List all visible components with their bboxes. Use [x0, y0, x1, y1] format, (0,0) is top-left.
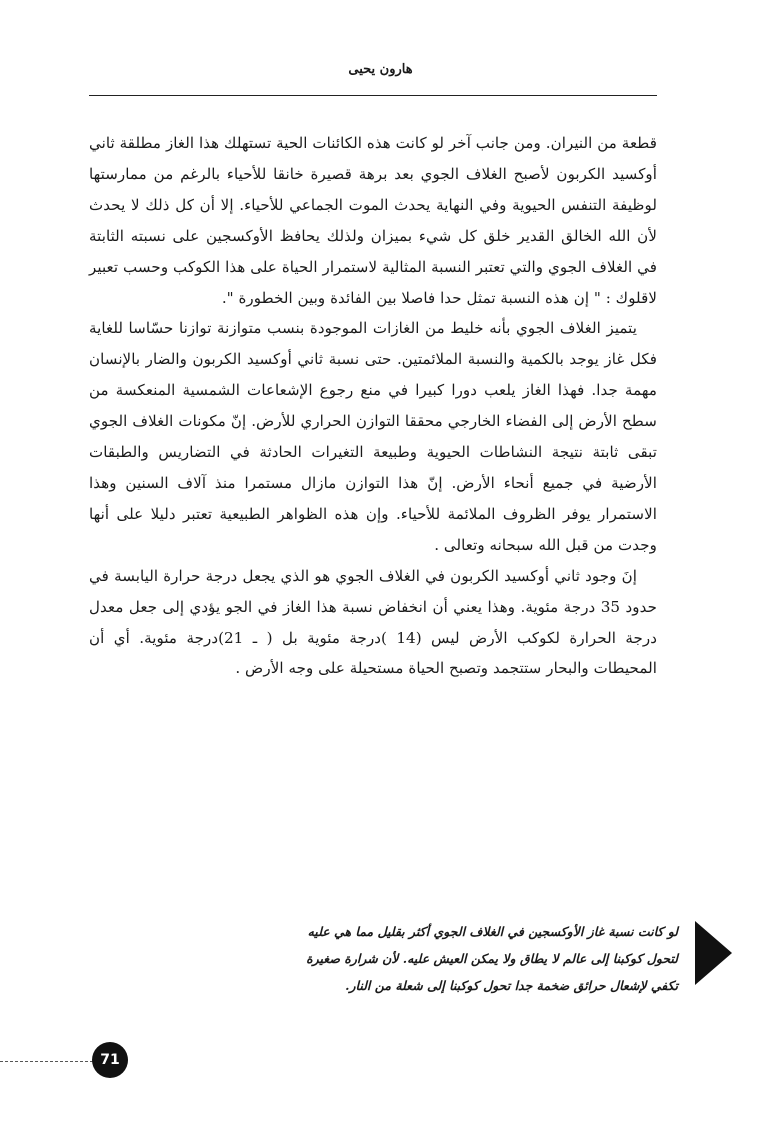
note-arrow-icon [695, 921, 732, 985]
body-text [89, 128, 657, 684]
side-note-line-2: لتحول كوكبنا إلى عالم لا يطاق ولا يمكن العيش عليه. لأن شرارة صغيرة [306, 951, 678, 966]
side-note-line-1: لو كانت نسبة غاز الأوكسجين في الغلاف الجوي أكثر بقليل مما هي عليه [307, 924, 678, 939]
paragraph-1: قطعة من النيران. ومن جانب آخر لو كانت هذه الكائنات الحية تستهلك هذا الغاز مطلقة ثاني أوكسيد الكربون لأصبح الغلاف الجوي بعد برهة قصيرة خانقا للأحياء بالرغم من ممارستها لوظيفة التنفس الحيوية وفي النهاية يحدث الموت الجماعي للأحياء. إلا أن كل ذلك لا يحدث لأن الله الخالق القدير خلق كل شيء بميزان ولذلك يحافظ الأوكسجين على نسبته الثابتة في الغلاف الجوي والتي تعتبر النسبة المثالية لاستمرار الحياة على هذا الكوكب وحسب تعبير لاقلوك : " إن هذه النسبة تمثل حدا فاصلا بين الفائدة وبين الخطورة ". [89, 134, 657, 307]
page-number: 71 [92, 1042, 128, 1078]
paragraph-2: يتميز الغلاف الجوي بأنه خليط من الغازات الموجودة بنسب متوازنة توازنا حسّاسا للغاية فكل غاز يوجد بالكمية والنسبة الملائمتين. حتى نسبة ثاني أوكسيد الكربون والضار بالإنسان مهمة جدا. فهذا الغاز يلعب دورا كبيرا في منع رجوع الإشعاعات الشمسية المنعكسة من سطح الأرض إلى الفضاء الخارجي محققا التوازن الحراري للأرض. إنّ مكونات الغلاف الجوي تبقى ثابتة نتيجة النشاطات الحيوية وطبيعة التغيرات الحادثة في التضاريس والطبقات الأرضية في جميع أنحاء الأرض. إنّ هذا التوازن مازال مستمرا منذ آلاف السنين وهذا الاستمرار يوفر الظروف الملائمة للأحياء. وإن هذه الظواهر الطبيعية تعتبر دليلا على أنها وجدت من قبل الله سبحانه وتعالى . [89, 319, 657, 554]
header-rule [89, 95, 657, 96]
running-head: هارون يحيى [348, 62, 413, 77]
paragraph-3: إنَ وجود ثاني أوكسيد الكربون في الغلاف الجوي هو الذي يجعل درجة حرارة اليابسة في حدود 35 درجة مئوية. وهذا يعني أن انخفاض نسبة هذا الغاز في الجو يؤدي إلى جعل معدل درجة الحرارة لكوكب الأرض ليس (14 )درجة مئوية بل ( ـ 21)درجة مئوية. أي أن المحيطات والبحار ستتجمد وتصبح الحياة مستحيلة على وجه الأرض . [89, 566, 658, 678]
folio-dotted-line [0, 1061, 93, 1062]
side-note [250, 918, 678, 999]
side-note-line-3: تكفي لإشعال حرائق ضخمة جدا تحول كوكبنا إلى شعلة من النار. [345, 978, 678, 993]
